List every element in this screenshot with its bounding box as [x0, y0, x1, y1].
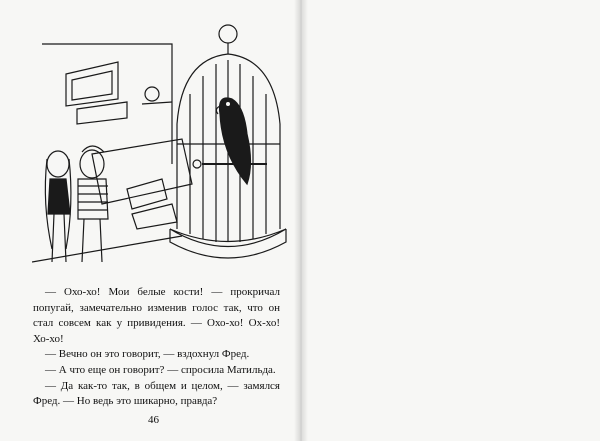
paragraph: — Вечно он это говорит, — вздохнул Фред. — [45, 348, 250, 361]
paragraph: — А что еще он говорит? — спросила Матильда. — [45, 363, 276, 376]
page-number-left: 46 — [148, 414, 159, 426]
right-page — [300, 0, 600, 441]
left-page-text — [33, 285, 280, 410]
paragraph: — Охо-хо! Мои белые кости! — прокричал попугай, замечательно изменив голос так, что он стал совсем как у привидения. — Охо-хо! Ох-хо! Хо-хо! — [33, 286, 280, 345]
parrot-cage-illustration — [32, 14, 288, 276]
paragraph: — Да как-то так, в общем и целом, — замялся Фред. — Но ведь это шикарно, правда? — [33, 379, 280, 408]
book-gutter-shadow — [294, 0, 308, 441]
